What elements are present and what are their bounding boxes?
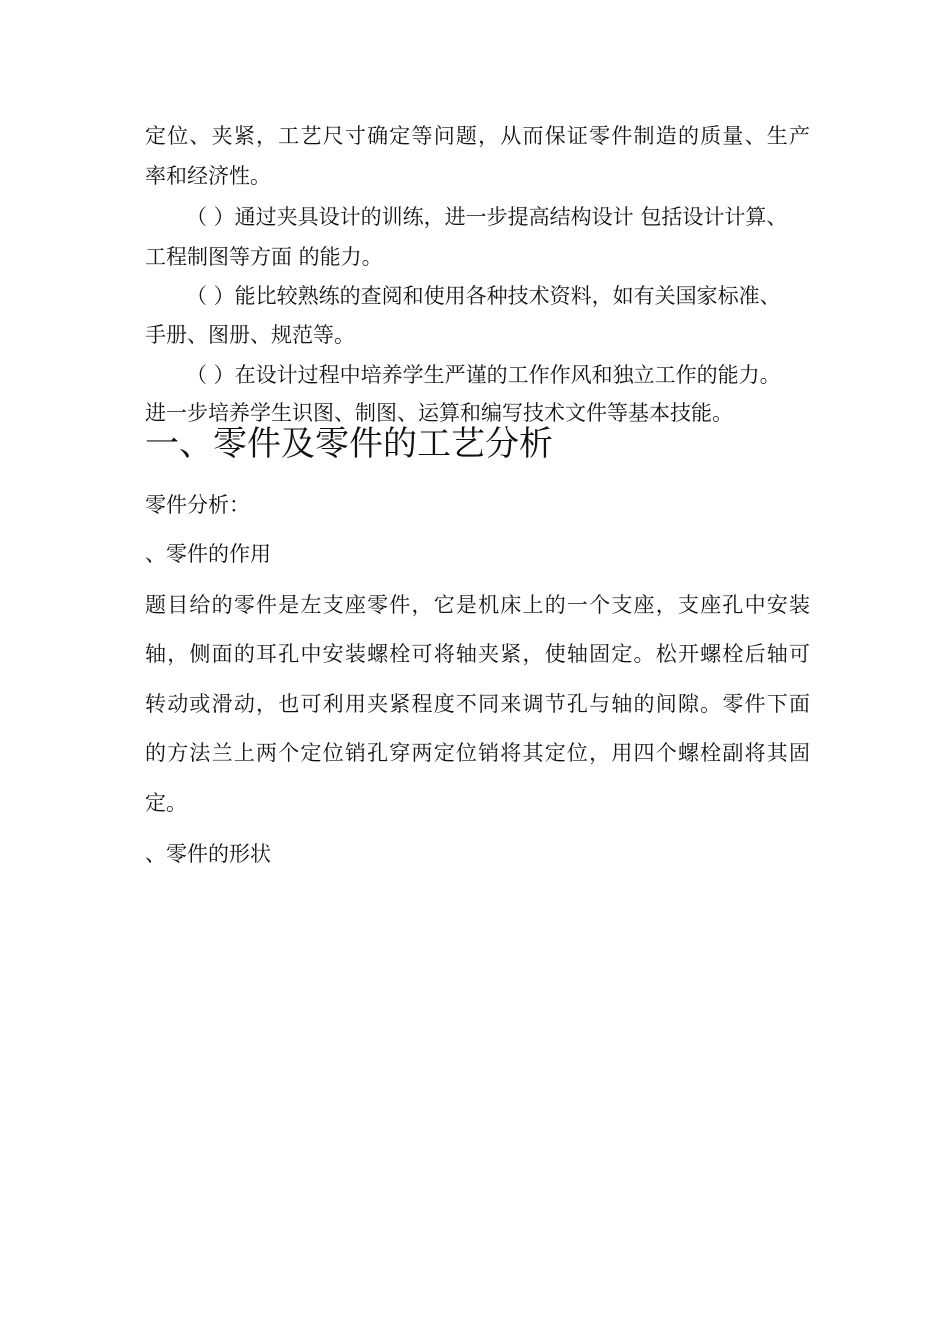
intro-line-4: 工程制图等方面 的能力。 xyxy=(145,245,383,269)
subheading-part-shape: 、零件的形状 xyxy=(145,842,271,866)
paragraph-line-3: 转动或滑动，也可利用夹紧程度不同来调节孔与轴的间隙。零件下面 xyxy=(145,692,810,716)
intro-item-3: （ ）在设计过程中培养学生严谨的工作作风和独立工作的能力。 xyxy=(186,363,781,387)
part-analysis-label: 零件分析： xyxy=(145,493,250,517)
paragraph-line-1: 题目给的零件是左支座零件，它是机床上的一个支座，支座孔中安装 xyxy=(145,593,810,617)
intro-item-1: （ ）通过夹具设计的训练，进一步提高结构设计 包括设计计算、 xyxy=(186,205,788,229)
section-heading: 一、零件及零件的工艺分析 xyxy=(145,424,553,464)
intro-item-2: （ ）能比较熟练的查阅和使用各种技术资料，如有关国家标准、 xyxy=(186,284,781,308)
intro-line-1: 定位、夹紧，工艺尺寸确定等问题，从而保证零件制造的质量、生产 xyxy=(145,124,810,148)
paragraph-line-5: 定。 xyxy=(145,791,187,815)
intro-line-2: 率和经济性。 xyxy=(145,164,271,188)
intro-line-6: 手册、图册、规范等。 xyxy=(145,323,355,347)
subheading-part-function: 、零件的作用 xyxy=(145,542,271,566)
intro-line-8: 进一步培养学生识图、制图、运算和编写技术文件等基本技能。 xyxy=(145,401,733,425)
paragraph-line-4: 的方法兰上两个定位销孔穿两定位销将其定位，用四个螺栓副将其固 xyxy=(145,741,810,765)
paragraph-line-2: 轴，侧面的耳孔中安装螺栓可将轴夹紧，使轴固定。松开螺栓后轴可 xyxy=(145,642,810,666)
